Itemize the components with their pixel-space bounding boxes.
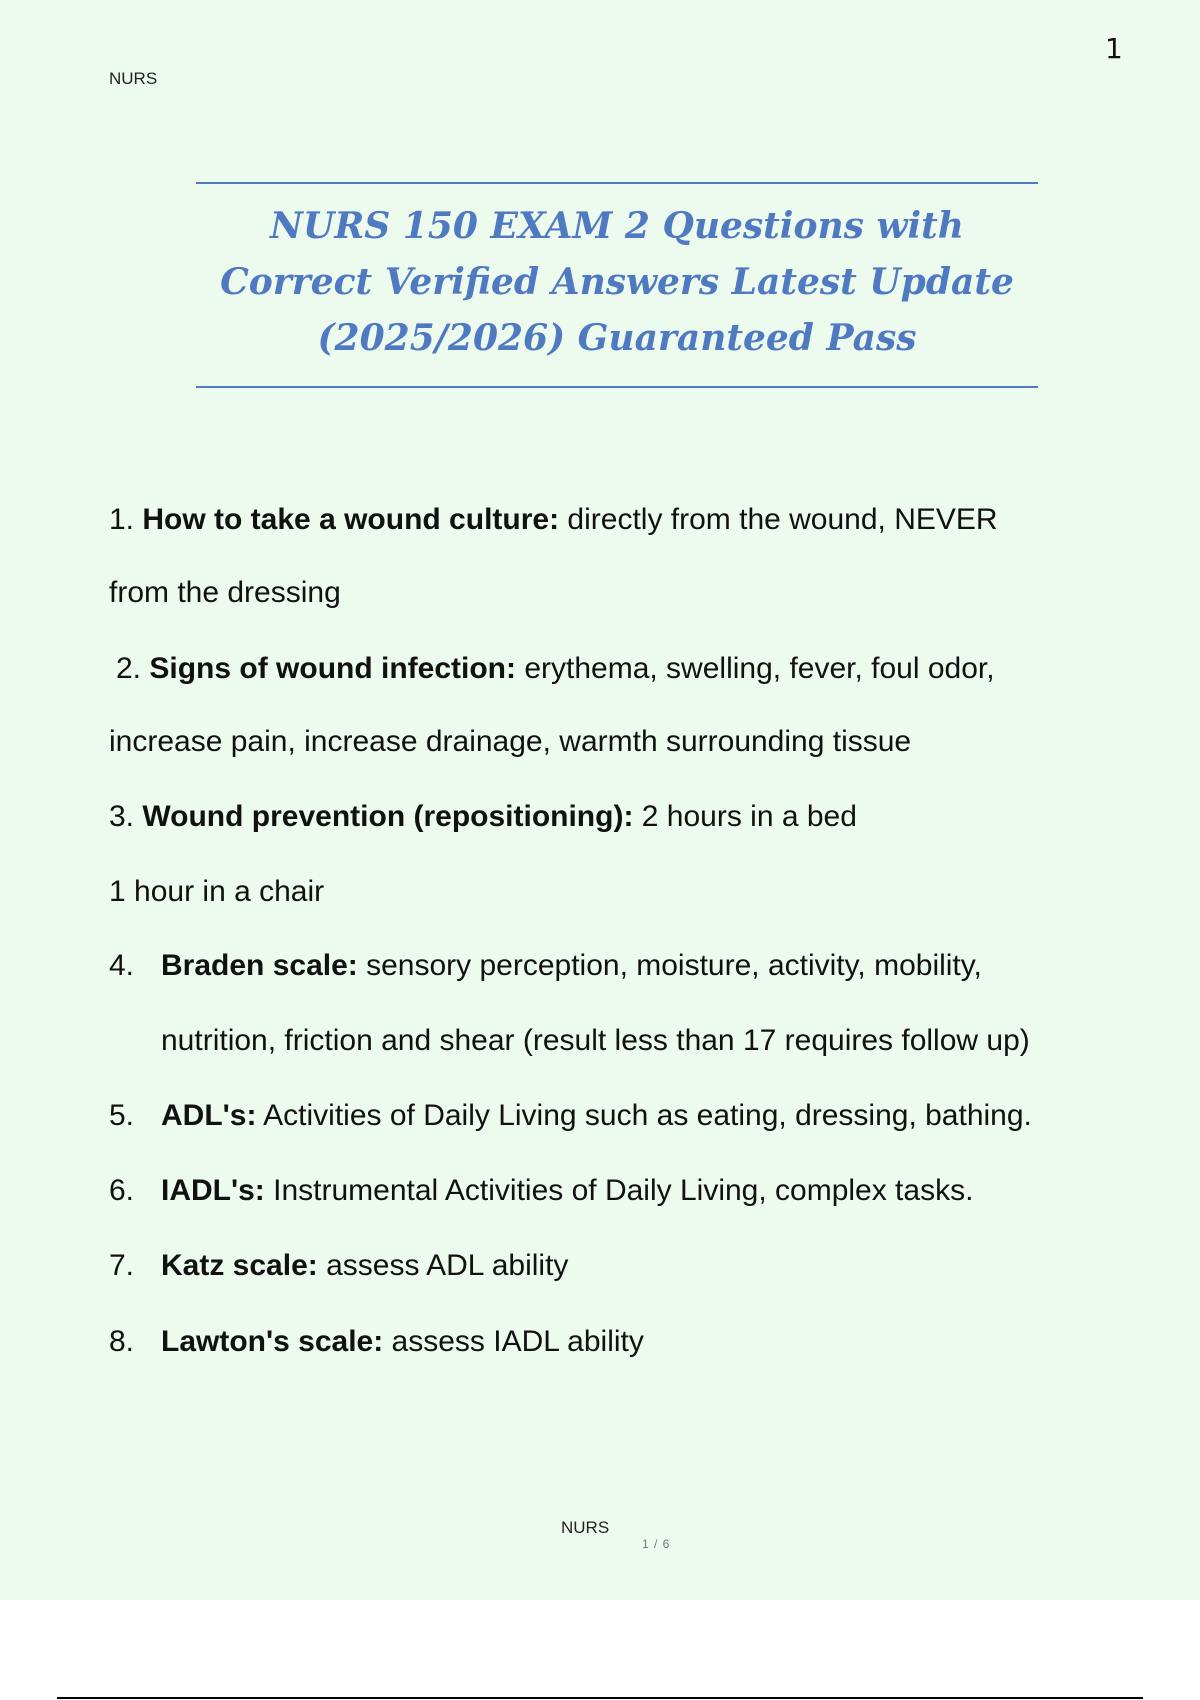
item-number: 8. bbox=[109, 1325, 135, 1358]
item-text: erythema, swelling, fever, foul odor, bbox=[516, 652, 995, 685]
item-text: Activities of Daily Living such as eating, dressing, bathing. bbox=[256, 1099, 1032, 1132]
list-item bbox=[116, 651, 995, 687]
title-rule-bottom bbox=[196, 386, 1038, 388]
running-footer: NURS bbox=[561, 1518, 610, 1537]
list-item bbox=[109, 799, 857, 835]
list-item bbox=[109, 1173, 973, 1209]
document-title: NURS 150 EXAM 2 Questions with Correct Verified Answers Latest Update (2025/2026) Guaranteed Pass bbox=[220, 205, 1014, 359]
list-item bbox=[109, 1248, 568, 1284]
list-item bbox=[109, 502, 998, 538]
item-term: Katz scale: bbox=[161, 1249, 318, 1282]
page-number: 1 bbox=[1105, 32, 1123, 65]
item-continuation: 1 hour in a chair bbox=[109, 875, 325, 908]
item-term: IADL's: bbox=[161, 1174, 265, 1207]
item-term: Wound prevention (repositioning): bbox=[142, 800, 634, 833]
item-number: 4. bbox=[109, 949, 135, 982]
item-term: Signs of wound infection: bbox=[149, 652, 516, 685]
bottom-divider bbox=[57, 1697, 1143, 1699]
item-number: 2. bbox=[116, 652, 142, 685]
item-term: Braden scale: bbox=[161, 949, 358, 982]
item-number: 3. bbox=[109, 800, 135, 833]
item-term: How to take a wound culture: bbox=[142, 503, 560, 536]
item-text: assess ADL ability bbox=[317, 1249, 569, 1282]
item-term: ADL's: bbox=[161, 1099, 257, 1132]
list-item bbox=[109, 1324, 644, 1360]
running-header: NURS bbox=[109, 69, 158, 88]
list-item bbox=[109, 948, 982, 984]
item-number: 1. bbox=[109, 503, 135, 536]
item-text: Instrumental Activities of Daily Living, complex tasks. bbox=[264, 1174, 974, 1207]
page-indicator: 1 / 6 bbox=[642, 1537, 671, 1551]
item-continuation: from the dressing bbox=[109, 576, 341, 609]
item-continuation: nutrition, friction and shear (result less than 17 requires follow up) bbox=[161, 1024, 1030, 1057]
item-term: Lawton's scale: bbox=[161, 1325, 384, 1358]
item-continuation: increase pain, increase drainage, warmth surrounding tissue bbox=[109, 725, 912, 758]
item-text: directly from the wound, NEVER bbox=[559, 503, 998, 536]
list-item bbox=[109, 1098, 1032, 1134]
title-rule-top bbox=[196, 182, 1038, 184]
item-number: 5. bbox=[109, 1099, 135, 1132]
item-number: 7. bbox=[109, 1249, 135, 1282]
item-text: sensory perception, moisture, activity, mobility, bbox=[357, 949, 982, 982]
item-text: 2 hours in a bed bbox=[633, 800, 857, 833]
item-text: assess IADL ability bbox=[383, 1325, 644, 1358]
item-number: 6. bbox=[109, 1174, 135, 1207]
